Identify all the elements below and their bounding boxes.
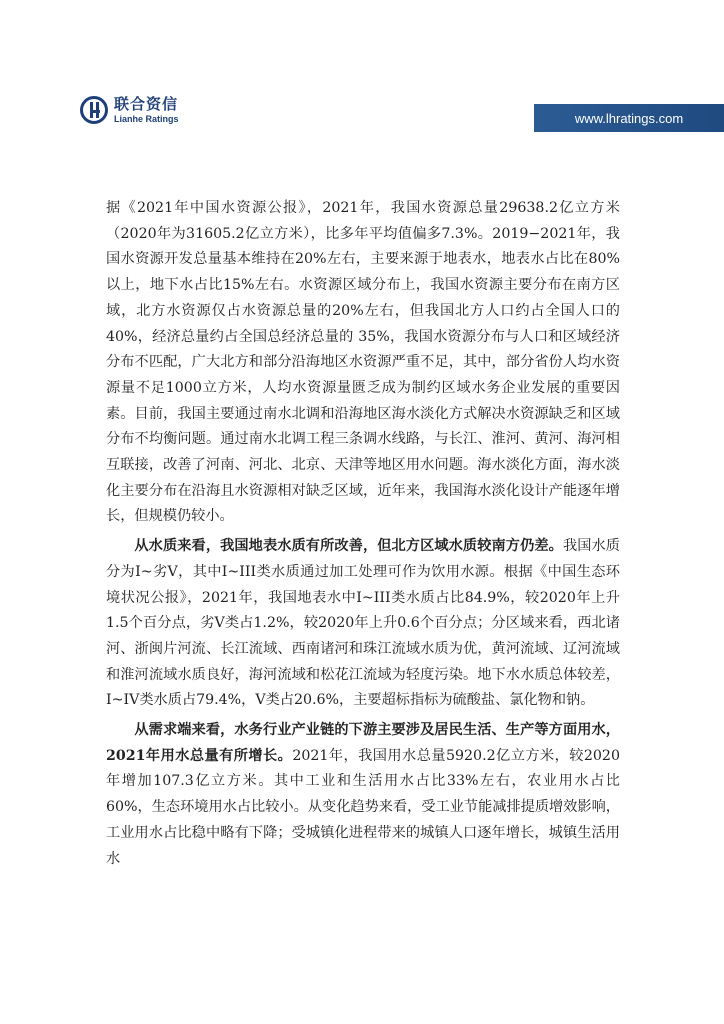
- paragraph-water-demand: [106, 718, 620, 872]
- logo-english-name: Lianhe Ratings: [114, 113, 179, 124]
- document-body: [106, 196, 620, 872]
- paragraph-lead: 从需求端来看，水务行业产业链的下游主要涉及居民生活、生产等方面用水，2021年用水总量有所增长。: [106, 722, 620, 764]
- paragraph-text: 2021年，我国用水总量5920.2亿立方米，较2020年增加107.3亿立方米。其中工业和生活用水占比33%左右，农业用水占比60%，生态环境用水占比较小。从变化趋势来看，受工业节能减排提质增效影响，工业用水占比稳中略有下降；受城镇化进程带来的城镇人口逐年增长，城镇生活用水: [106, 747, 620, 867]
- paragraph-water-resources: [106, 196, 620, 530]
- logo-chinese-name: 联合资信: [114, 94, 179, 113]
- lianhe-logo-icon: [80, 96, 108, 124]
- lianhe-logo: [80, 96, 179, 124]
- page-header: [0, 0, 724, 140]
- paragraph-text: 我国水质分为I~劣V，其中I~III类水质通过加工处理可作为饮用水源。根据《中国生态环境状况公报》，2021年，我国地表水中I~III类水质占比84.9%，较2020年上升1.5个百分点，劣V类占1.2%，较2020年上升0.6个百分点；分区域来看，西北诸河、浙闽片河流、长江流域、西南诸河和珠江流域水质为优，黄河流域、辽河流域和淮河流域水质良好，海河流域和松花江流域为轻度污染。地下水水质总体较差，I~IV类水质占79.4%，V类占20.6%，主要超标指标为硫酸盐、氯化物和钠。: [106, 538, 620, 709]
- paragraph-water-quality: [106, 534, 620, 714]
- paragraph-lead: 从水质来看，我国地表水质有所改善，但北方区域水质较南方仍差。: [134, 538, 563, 555]
- website-url[interactable]: www.lhratings.com: [534, 104, 724, 132]
- paragraph-text: 据《2021年中国水资源公报》，2021年，我国水资源总量29638.2亿立方米（2020年为31605.2亿立方米），比多年平均值偏多7.3%。2019−2021年，我国水资源开发总量基本维持在20%左右，主要来源于地表水，地表水占比在80%以上，地下水占比15%左右。水资源区域分布上，我国水资源主要分布在南方区域，北方水资源仅占水资源总量的20%左右，但我国北方人口约占全国人口的40%，经济总量约占全国总经济总量的 35%，我国水资源分布与人口和区域经济分布不匹配，广大北方和部分沿海地区水资源严重不足，其中，部分省份人均水资源量不足1000立方米，人均水资源量匮乏成为制约区域水务企业发展的重要因素。目前，我国主要通过南水北调和沿海地区海水淡化方式解决水资源缺乏和区域分布不均衡问题。通过南水北调工程三条调水线路，与长江、淮河、黄河、海河相互联接，改善了河南、河北、北京、天津等地区用水问题。海水淡化方面，海水淡化主要分布在沿海且水资源相对缺乏区域，近年来，我国海水淡化设计产能逐年增长，但规模仍较小。: [106, 200, 620, 525]
